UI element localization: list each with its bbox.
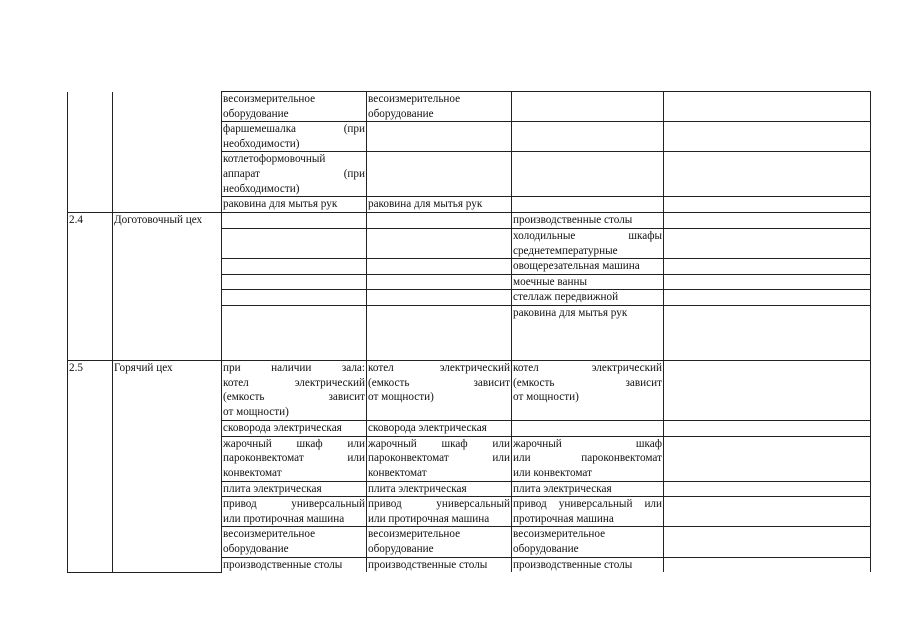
cell-line: плита электрическая [368, 482, 467, 495]
equipment-cell-col3 [222, 213, 367, 229]
equipment-cell-col3 [222, 290, 367, 306]
cell-line: необходимости) [223, 137, 300, 150]
section-name [113, 360, 222, 572]
notes-cell [664, 557, 871, 572]
equipment-cell-col5 [512, 274, 664, 290]
cell-line: раковина для мытья рук [368, 198, 483, 211]
cell-line: (емкость зависит [513, 376, 662, 389]
number-cell [68, 92, 113, 213]
cell-line: или протирочная машина [368, 512, 490, 525]
equipment-cell-col3 [222, 92, 367, 122]
cell-line: весоизмерительное [368, 528, 461, 541]
cell-line: привод универсальный или [513, 498, 662, 511]
equipment-cell-col4 [367, 497, 512, 527]
equipment-cell-col3 [222, 497, 367, 527]
cell-line: при наличии зала: [223, 361, 365, 374]
notes-cell [664, 290, 871, 306]
notes-cell [664, 228, 871, 258]
equipment-cell-col3 [222, 481, 367, 497]
equipment-cell-col4 [367, 274, 512, 290]
notes-cell [664, 213, 871, 229]
equipment-cell-col3 [222, 436, 367, 481]
cell-line: котел электрический [223, 376, 365, 389]
cell-line: сковорода электрическая [223, 421, 342, 434]
notes-cell [664, 152, 871, 197]
equipment-cell-col4 [367, 436, 512, 481]
equipment-cell-col5 [512, 527, 664, 557]
notes-cell [664, 122, 871, 152]
equipment-cell-col3 [222, 557, 367, 572]
notes-cell [664, 92, 871, 122]
notes-cell [664, 259, 871, 275]
equipment-cell-col4 [367, 420, 512, 436]
cell-line: сковорода электрическая [368, 421, 487, 434]
equipment-cell-col5 [512, 557, 664, 572]
equipment-cell-col4 [367, 122, 512, 152]
cell-line: фаршемешалка (при [223, 123, 365, 136]
cell-line: от мощности) [223, 405, 289, 418]
cell-line: жарочный шкаф [513, 437, 662, 450]
equipment-cell-col3 [222, 527, 367, 557]
cell-line: весоизмерительное [223, 528, 316, 541]
cell-line: (емкость зависит [223, 391, 365, 404]
section-number [68, 213, 113, 361]
cell-line: от мощности) [513, 391, 579, 404]
cell-line: (емкость зависит [368, 376, 510, 389]
cell-line: жарочный шкаф или [223, 437, 365, 450]
equipment-cell-col5 [512, 497, 664, 527]
cell-line: оборудование [368, 542, 434, 555]
cell-line: котел электрический [513, 361, 662, 374]
cell-line: стеллаж передвижной [513, 291, 619, 304]
cell-line: привод универсальный [223, 498, 365, 511]
notes-cell [664, 497, 871, 527]
section-name-text: Горячий цех [114, 361, 173, 374]
cell-line: овощерезательная машина [513, 260, 640, 273]
equipment-cell-col5 [512, 290, 664, 306]
equipment-cell-col5 [512, 360, 664, 420]
notes-cell [664, 481, 871, 497]
cell-line: котел электрический [368, 361, 510, 374]
equipment-cell-col4 [367, 197, 512, 213]
equipment-cell-col4 [367, 213, 512, 229]
cell-line: весоизмерительное [223, 93, 316, 105]
notes-cell [664, 436, 871, 481]
equipment-cell-col5 [512, 122, 664, 152]
notes-cell [664, 360, 871, 420]
cell-line: протирочная машина [513, 512, 614, 525]
cell-line: оборудование [368, 107, 434, 120]
cell-line: конвектомат [223, 466, 282, 479]
equipment-cell-col5 [512, 481, 664, 497]
notes-cell [664, 197, 871, 213]
equipment-cell-col3 [222, 197, 367, 213]
cell-line: производственные столы [368, 558, 488, 571]
equipment-cell-col4 [367, 305, 512, 360]
cell-line: пароконвектомат или [223, 452, 365, 465]
equipment-cell-col5 [512, 228, 664, 258]
table-row [68, 92, 871, 122]
cell-line: моечные ванны [513, 275, 587, 288]
cell-line: раковина для мытья рук [513, 306, 628, 319]
cell-line: производственные столы [513, 214, 633, 227]
notes-cell [664, 527, 871, 557]
cell-line: жарочный шкаф или [368, 437, 510, 450]
equipment-cell-col3 [222, 420, 367, 436]
cell-line: оборудование [513, 542, 579, 555]
equipment-cell-col5 [512, 152, 664, 197]
cell-line: или конвектомат [513, 466, 592, 479]
cell-line: весоизмерительное [513, 528, 606, 541]
section-number [68, 360, 113, 572]
equipment-cell-col4 [367, 481, 512, 497]
equipment-cell-col3 [222, 259, 367, 275]
equipment-cell-col4 [367, 557, 512, 572]
cell-line: оборудование [223, 542, 289, 555]
cell-line: котлетоформовочный [223, 153, 326, 166]
cell-line: раковина для мытья рук [223, 198, 338, 211]
equipment-cell-col4 [367, 290, 512, 306]
cell-line: привод универсальный [368, 498, 510, 511]
equipment-cell-col5 [512, 420, 664, 436]
equipment-cell-col4 [367, 152, 512, 197]
notes-cell [664, 420, 871, 436]
equipment-cell-col3 [222, 305, 367, 360]
cell-line: производственные столы [513, 558, 633, 571]
equipment-cell-col3 [222, 152, 367, 197]
equipment-cell-col4 [367, 92, 512, 122]
equipment-cell-col3 [222, 122, 367, 152]
notes-cell [664, 274, 871, 290]
equipment-cell-col4 [367, 259, 512, 275]
equipment-cell-col5 [512, 259, 664, 275]
cell-line: аппарат (при [223, 167, 365, 180]
equipment-cell-col5 [512, 305, 664, 360]
equipment-cell-col5 [512, 197, 664, 213]
notes-cell [664, 305, 871, 360]
section-name-text: Доготовочный цех [114, 214, 203, 227]
equipment-cell-col5 [512, 213, 664, 229]
cell-line: оборудование [223, 107, 289, 120]
cell-line: или протирочная машина [223, 512, 345, 525]
equipment-cell-col4 [367, 360, 512, 420]
cell-line: пароконвектомат или [368, 452, 510, 465]
cell-line: весоизмерительное [368, 93, 461, 105]
cell-line: или пароконвектомат [513, 452, 662, 465]
equipment-cell-col4 [367, 527, 512, 557]
equipment-cell-col5 [512, 436, 664, 481]
cell-line: производственные столы [223, 558, 343, 571]
cell-line: холодильные шкафы [513, 229, 662, 242]
section-name-cell [113, 92, 222, 213]
equipment-cell-col3 [222, 228, 367, 258]
equipment-table [67, 91, 871, 573]
table-row [68, 213, 871, 229]
equipment-cell-col5 [512, 92, 664, 122]
section-name [113, 213, 222, 361]
equipment-cell-col3 [222, 360, 367, 420]
cell-line: от мощности) [368, 391, 434, 404]
equipment-cell-col4 [367, 228, 512, 258]
equipment-cell-col3 [222, 274, 367, 290]
cell-line: конвектомат [368, 466, 427, 479]
section-number-text: 2.5 [69, 361, 83, 374]
section-number-text: 2.4 [69, 214, 83, 227]
table-row [68, 360, 871, 420]
cell-line: плита электрическая [513, 482, 612, 495]
cell-line: среднетемпературные [513, 244, 618, 257]
cell-line: плита электрическая [223, 482, 322, 495]
cell-line: необходимости) [223, 182, 300, 195]
